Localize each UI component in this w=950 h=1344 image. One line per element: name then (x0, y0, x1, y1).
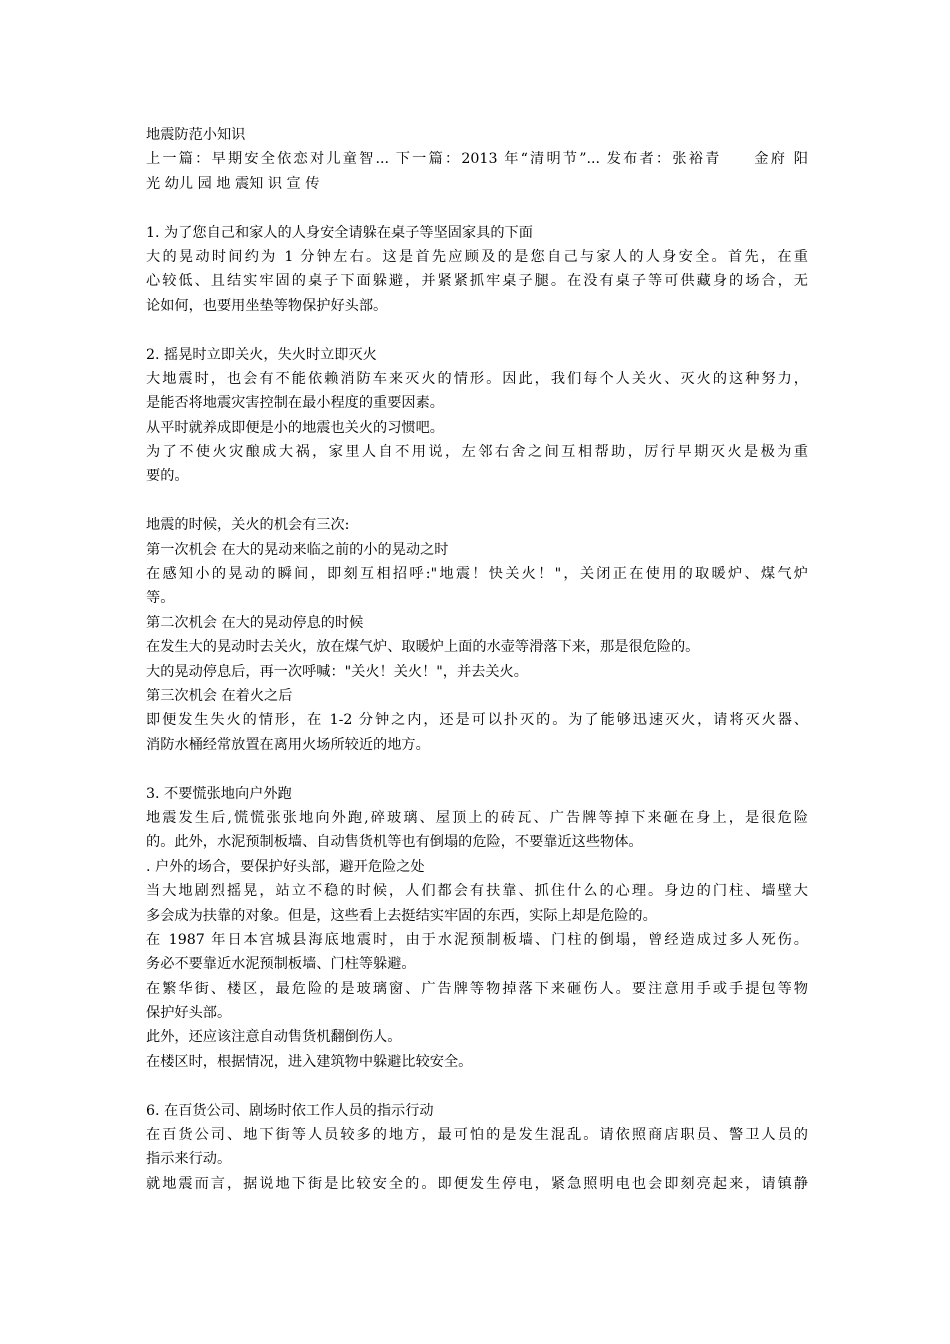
paragraph-line: 心较低、且结实牢固的桌子下面躲避，并紧紧抓牢桌子腿。在没有桌子等可供藏身的场合，无 (146, 273, 808, 290)
section-heading: 2. 摇晃时立即关火，失火时立即灭火 (146, 346, 377, 363)
meta-line-2: 光 幼儿 园 地 震知 识 宣 传 (146, 175, 320, 192)
paragraph-line: 等。 (146, 590, 175, 607)
paragraph-line: 指示来行动。 (146, 1151, 232, 1168)
paragraph-line: . 户外的场合，要保护好头部，避开危险之处 (146, 858, 425, 875)
paragraph-line: 从平时就养成即便是小的地震也关火的习惯吧。 (146, 419, 444, 436)
paragraph-line: 的。此外，水泥预制板墙、自动售货机等也有倒塌的危险，不要靠近这些物体。 (146, 834, 643, 851)
paragraph-line: 为了不使火灾酿成大祸，家里人自不用说，左邻右舍之间互相帮助，厉行早期灭火是极为重 (146, 444, 808, 461)
paragraph-line: 第三次机会 在着火之后 (146, 687, 293, 704)
paragraph-line: 消防水桶经常放置在离用火场所较近的地方。 (146, 736, 430, 753)
paragraph-line: 在百货公司、地下街等人员较多的地方，最可怕的是发生混乱。请依照商店职员、警卫人员的 (146, 1127, 808, 1144)
paragraph-line: 多会成为扶靠的对象。但是，这些看上去挺结实牢固的东西，实际上却是危险的。 (146, 907, 657, 924)
section-heading: 6. 在百货公司、剧场时依工作人员的指示行动 (146, 1102, 434, 1119)
document-page (146, 123, 808, 1196)
spacer (146, 318, 808, 342)
paragraph-line: 是能否将地震灾害控制在最小程度的重要因素。 (146, 395, 444, 412)
section-heading: 3. 不要慌张地向户外跑 (146, 785, 292, 802)
spacer (146, 196, 808, 220)
paragraph-line: 要的。 (146, 468, 189, 485)
meta-line-1: 上一篇：早期安全依恋对儿童智... 下一篇：2013 年“清明节”... 发布者：张裕青 金府 阳 (146, 151, 808, 168)
spacer (146, 757, 808, 781)
paragraph-line: 保护好头部。 (146, 1005, 232, 1022)
spacer (146, 1074, 808, 1098)
paragraph-line: 在感知小的晃动的瞬间，即刻互相招呼:"地震！快关火！"，关闭正在使用的取暖炉、煤气炉 (146, 566, 808, 583)
paragraph-line: 务必不要靠近水泥预制板墙、门柱等躲避。 (146, 956, 416, 973)
document-title: 地震防范小知识 (146, 127, 246, 143)
spacer (146, 489, 808, 513)
paragraph-line: 即便发生失火的情形，在 1-2 分钟之内，还是可以扑灭的。为了能够迅速灭火，请将灭火器、 (146, 712, 808, 729)
paragraph-line: 大地震时，也会有不能依赖消防车来灭火的情形。因此，我们每个人关火、灭火的这种努力， (146, 370, 808, 387)
paragraph-line: 在繁华街、楼区，最危险的是玻璃窗、广告牌等物掉落下来砸伤人。要注意用手或手提包等物 (146, 980, 808, 997)
paragraph-line: 大的晃动停息后，再一次呼喊："关火！关火！"，并去关火。 (146, 663, 528, 680)
paragraph-line: 在楼区时，根据情况，进入建筑物中躲避比较安全。 (146, 1053, 473, 1070)
paragraph-line: 此外，还应该注意自动售货机翻倒伤人。 (146, 1029, 402, 1046)
paragraph-line: 在 1987 年日本宫城县海底地震时，由于水泥预制板墙、门柱的倒塌，曾经造成过多人死伤。 (146, 931, 808, 948)
section-heading: 1. 为了您自己和家人的人身安全请躲在桌子等坚固家具的下面 (146, 224, 533, 241)
paragraph-line: 第一次机会 在大的晃动来临之前的小的晃动之时 (146, 541, 449, 558)
paragraph-line: 地震发生后,慌慌张张地向外跑,碎玻璃、屋顶上的砖瓦、广告牌等掉下来砸在身上，是很危险 (146, 809, 808, 826)
paragraph-line: 在发生大的晃动时去关火，放在煤气炉、取暖炉上面的水壶等滑落下来，那是很危险的。 (146, 639, 700, 656)
paragraph-line: 就地震而言，据说地下街是比较安全的。即便发生停电，紧急照明电也会即刻亮起来，请镇静 (146, 1175, 808, 1192)
section-heading: 地震的时候，关火的机会有三次: (146, 517, 350, 534)
paragraph-line: 第二次机会 在大的晃动停息的时候 (146, 614, 364, 631)
paragraph-line: 大的晃动时间约为 1 分钟左右。这是首先应顾及的是您自己与家人的人身安全。首先，在重 (146, 248, 808, 265)
paragraph-line: 当大地剧烈摇晃，站立不稳的时候，人们都会有扶靠、抓住什么的心理。身边的门柱、墙壁大 (146, 883, 808, 900)
paragraph-line: 论如何，也要用坐垫等物保护好头部。 (146, 297, 388, 314)
